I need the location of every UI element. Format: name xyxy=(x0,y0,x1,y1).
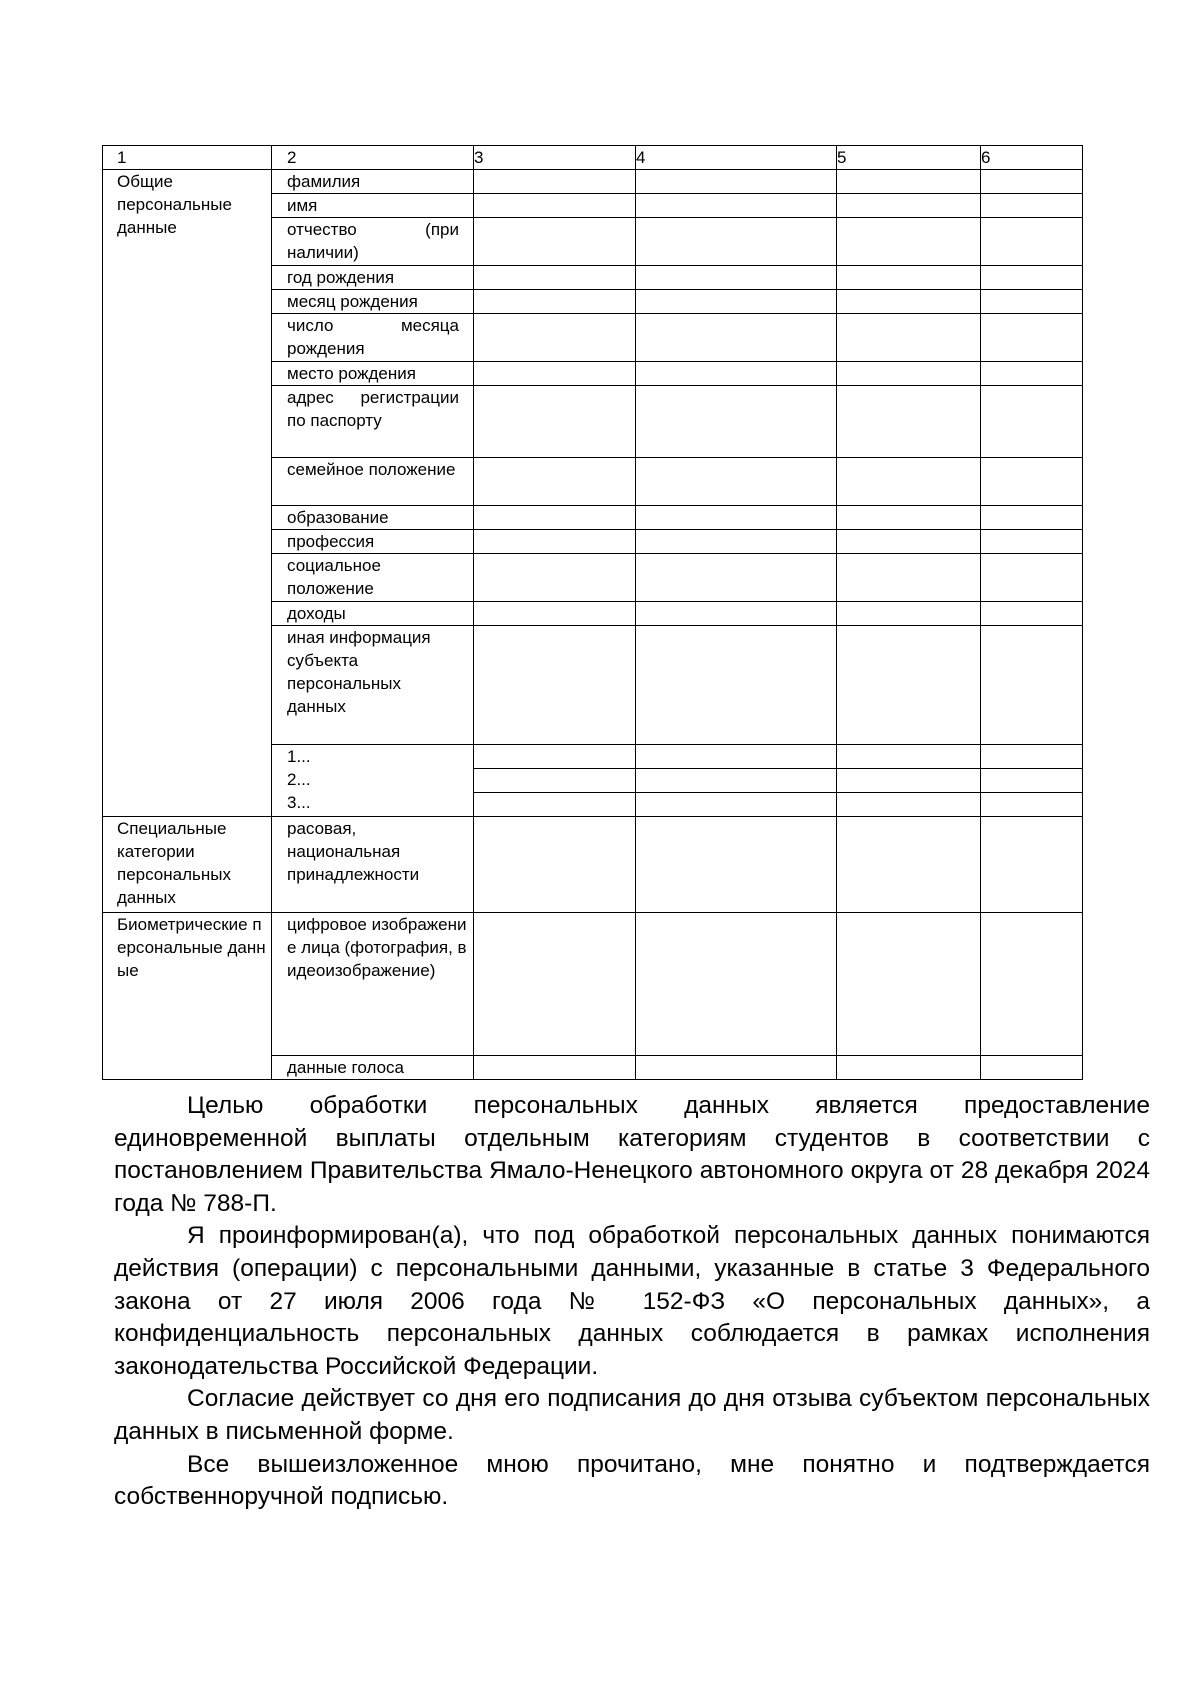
item-cell: фамилия xyxy=(272,170,474,194)
item-cell: доходы xyxy=(272,602,474,626)
extra-item: 2... xyxy=(287,770,311,789)
category-cell: Биометрические персональные данные xyxy=(103,913,272,1080)
body-text xyxy=(114,1090,1150,1514)
paragraph: Я проинформирован(а), что под обработкой персональных данных понимаются действия (операции) с персональными данными, указанные в статье 3 Федерального закона от 27 июля 2006 года № 152-ФЗ «О персональных данных», а конфиденциальность персональных данных соблюдается в рамках исполнения законодательства Российской Федерации. xyxy=(114,1222,1150,1380)
extra-item: 3... xyxy=(287,793,311,812)
item-cell: цифровое изображение лица (фотография, видеоизображение) xyxy=(272,913,474,1056)
header-cell: 1 xyxy=(103,146,272,170)
item-cell: месяц рождения xyxy=(272,290,474,314)
item-cell: социальное положение xyxy=(272,554,474,602)
header-cell: 4 xyxy=(636,146,837,170)
table-header-row xyxy=(103,146,1083,170)
item-cell: отчество (при наличии) xyxy=(272,218,474,266)
extra-items-cell xyxy=(272,745,474,817)
paragraph: Согласие действует со дня его подписания до дня отзыва субъектом персональных данных в письменной форме. xyxy=(114,1385,1150,1445)
header-cell: 6 xyxy=(981,146,1083,170)
header-cell: 2 xyxy=(272,146,474,170)
category-cell: Специальные категории персональных данных xyxy=(103,817,272,913)
table-row xyxy=(103,817,1083,913)
item-cell: данные голоса xyxy=(272,1056,474,1080)
category-cell: Общие персональные данные xyxy=(103,170,272,817)
item-cell: расовая, национальная принадлежности xyxy=(272,817,474,913)
item-cell: иная информация субъекта персональных данных xyxy=(272,626,474,745)
extra-item: 1... xyxy=(287,747,311,766)
item-cell: место рождения xyxy=(272,362,474,386)
item-cell: число месяца рождения xyxy=(272,314,474,362)
paragraph: Все вышеизложенное мною прочитано, мне понятно и подтверждается собственноручной подписью. xyxy=(114,1450,1150,1511)
item-cell: семейное положение xyxy=(272,458,474,506)
item-cell: адрес регистрации по паспорту xyxy=(272,386,474,458)
table-row xyxy=(103,170,1083,194)
paragraph: Целью обработки персональных данных является предоставление единовременной выплаты отдельным категориям студентов в соответствии с постановлением Правительства Ямало-Ненецкого автономного округа от 28 декабря 2024 года № 788-П. xyxy=(114,1092,1150,1217)
item-cell: профессия xyxy=(272,530,474,554)
item-cell: образование xyxy=(272,506,474,530)
item-cell: год рождения xyxy=(272,266,474,290)
table-row xyxy=(103,913,1083,1056)
header-cell: 3 xyxy=(474,146,636,170)
item-cell: имя xyxy=(272,194,474,218)
personal-data-table xyxy=(102,145,1083,1080)
header-cell: 5 xyxy=(837,146,981,170)
